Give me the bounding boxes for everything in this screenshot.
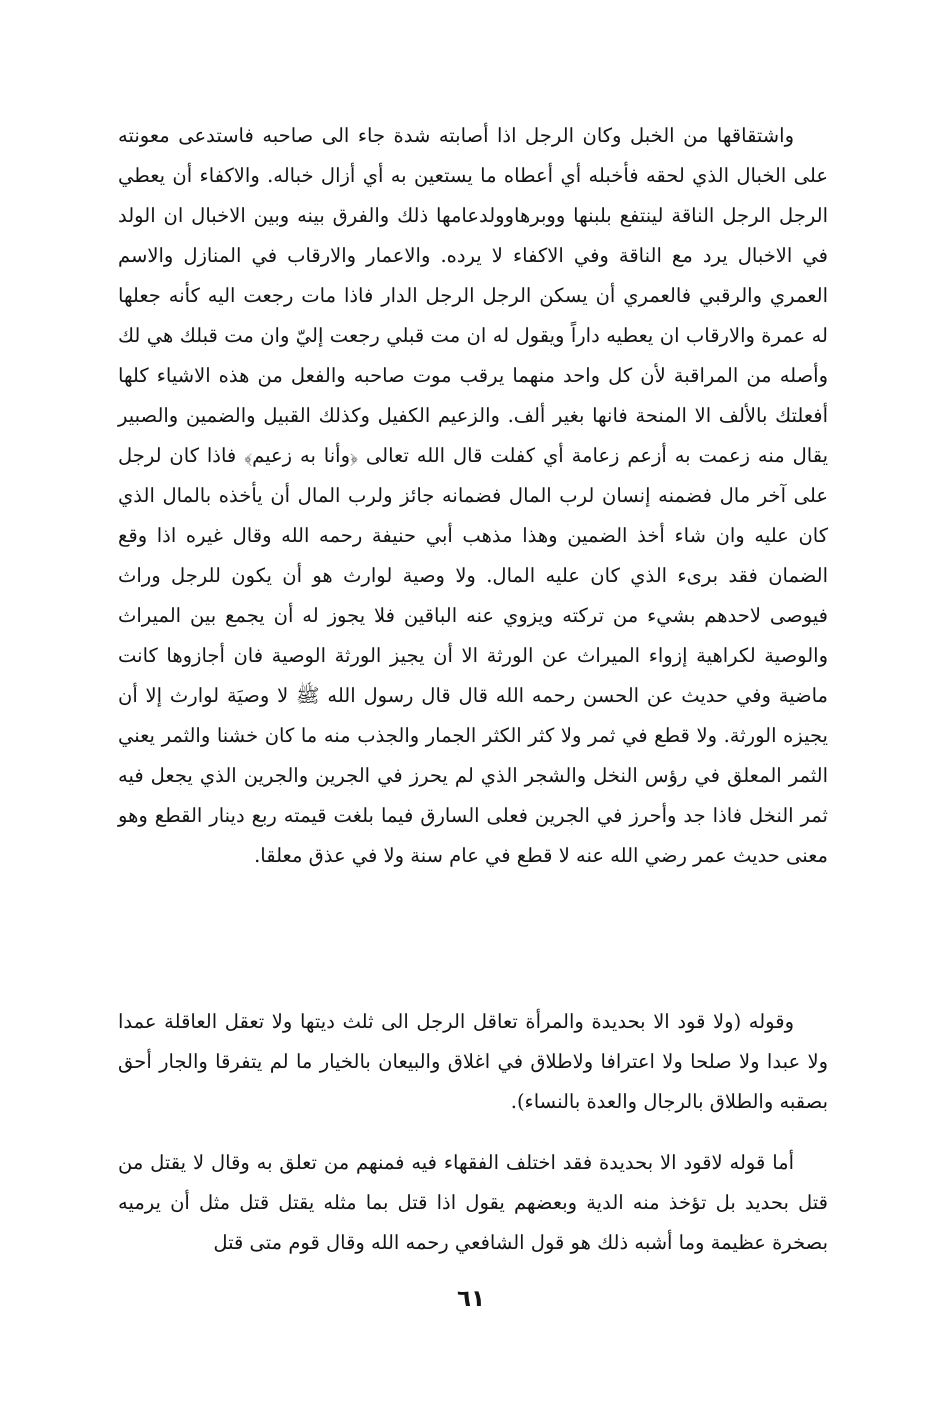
paragraph-1	[118, 116, 828, 876]
paragraph-2-text: وقوله (ولا قود الا بحديدة والمرأة تعاقل الرجل الى ثلث ديتها ولا تعقل العاقلة عمدا ولا عبدا ولا صلحا ولا اعترافا ولاطلاق في اغلاق والبيعان بالخيار ما لم يتفرقا والجار أحق بصقبه والطلاق بالرجال والعدة بالنساء).	[118, 1010, 828, 1113]
paragraph-3	[118, 1143, 828, 1263]
paragraph-2	[118, 1002, 828, 1122]
paragraph-1-text: واشتقاقها من الخبل وكان الرجل اذا أصابته شدة جاء الى صاحبه فاستدعى معونته على الخبال الذي لحقه فأخبله أي أعطاه ما يستعين به أي أزال خباله. والاكفاء أن يعطي الرجل الرجل الناقة لينتفع بلبنها ووبرهاوولدعامها ذلك والفرق بينه وبين الاخبال ان الولد في الاخبال يرد مع الناقة وفي الاكفاء لا يرده. والاعمار والارقاب في المنازل والاسم العمري والرقبي فالعمري أن يسكن الرجل الرجل الدار فاذا مات رجعت اليه كأنه جعلها له عمرة والارقاب ان يعطيه داراً ويقول له ان مت قبلي رجعت إليّ وان مت قبلك هي لك وأصله من المراقبة لأن كل واحد منهما يرقب موت صاحبه والفعل من هذه الاشياء كلها أفعلتك بالألف الا المنحة فانها بغير ألف. والزعيم الكفيل وكذلك القبيل والضمين والصبير يقال منه زعمت به أزعم زعامة أي كفلت قال الله تعالى ﴿وأنا به زعيم﴾ فاذا كان لرجل على آخر مال فضمنه إنسان لرب المال فضمانه جائز ولرب المال أن يأخذه بالمال الذي كان عليه وان شاء أخذ الضمين وهذا مذهب أبي حنيفة رحمه الله وقال غيره اذا وقع الضمان فقد برىء الذي كان عليه المال. ولا وصية لوارث هو أن يكون للرجل وراث فيوصى لاحدهم بشيء من تركته ويزوي عنه الباقين فلا يجوز له أن يجمع بين الميراث والوصية لكراهية إزواء الميراث عن الورثة الا أن يجيز الورثة الوصية فان أجازوها كانت ماضية وفي حديث عن الحسن رحمه الله قال قال رسول الله ﷺ لا وصيَة لوارث إلا أن يجيزه الورثة. ولا قطع في ثمر ولا كثر الكثر الجمار والجذب منه ما كان خشنا والثمر يعني الثمر المعلق في رؤس النخل والشجر الذي لم يحرز في الجرين والجرين الذي يجعل فيه ثمر النخل فاذا جد وأحرز في الجرين فعلى السارق فيما بلغت قيمته ربع دينار القطع وهو معنى حديث عمر رضي الله عنه لا قطع في عام سنة ولا في عذق معلقا.	[118, 124, 828, 867]
paragraph-3-text: أما قوله لاقود الا بحديدة فقد اختلف الفقهاء فيه فمنهم من تعلق به وقال لا يقتل من قتل بحديد بل تؤخذ منه الدية وبعضهم يقول اذا قتل بما مثله يقتل قتل مثل أن يرميه بصخرة عظيمة وما أشبه ذلك هو قول الشافعي رحمه الله وقال قوم متى قتل	[118, 1151, 828, 1254]
page-number: ٦١	[456, 1286, 486, 1312]
